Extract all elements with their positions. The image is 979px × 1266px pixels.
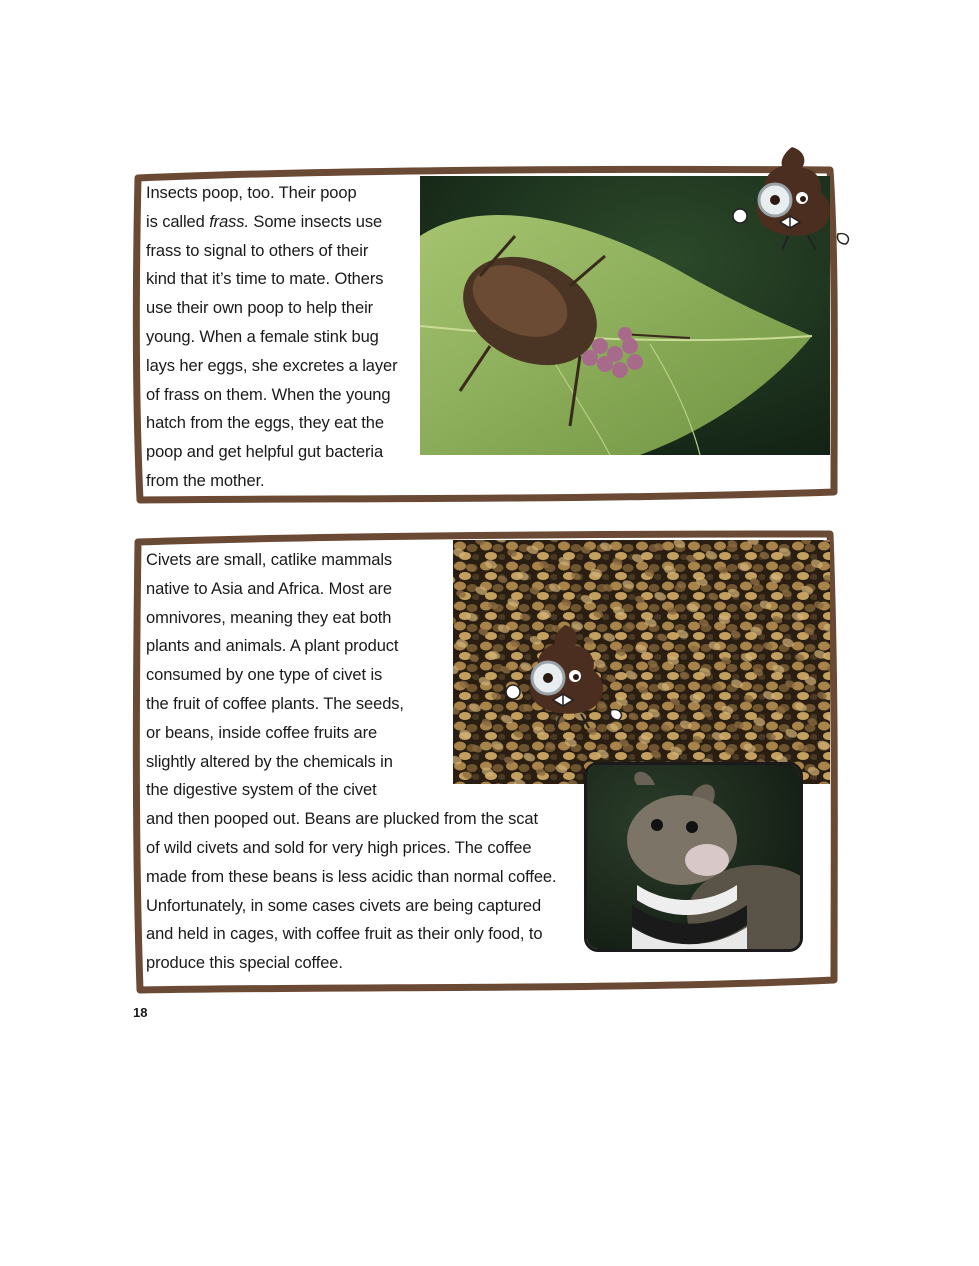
text-line: from the mother. [146, 471, 265, 490]
text-line: omnivores, meaning they eat both [146, 608, 392, 627]
page-number: 18 [133, 1005, 148, 1020]
text-line: produce this special coffee. [146, 954, 343, 973]
text-line: Insects poop, too. Their poop [146, 184, 357, 202]
text-line: frass to signal to others of their [146, 241, 369, 260]
text-line: the fruit of coffee plants. The seeds, [146, 694, 404, 713]
text-line: use their own poop to help their [146, 299, 374, 318]
text-line: of frass on them. When the young [146, 385, 391, 404]
civet-photo [584, 762, 803, 952]
text-line: kind that it’s time to mate. Others [146, 270, 384, 289]
text-line: young. When a female stink bug [146, 327, 379, 346]
text-line: and then pooped out. Beans are plucked from the scat [146, 810, 538, 829]
text-line: slightly altered by the chemicals in [146, 752, 393, 771]
civet-coffee-paragraph [146, 546, 556, 978]
text-line: is called frass. Some insects use [146, 212, 383, 231]
text-line: consumed by one type of civet is [146, 666, 383, 685]
text-line: Civets are small, catlike mammals [146, 551, 393, 569]
text-line: made from these beans is less acidic than normal coffee. [146, 867, 557, 886]
text-line: lays her eggs, she excretes a layer [146, 356, 398, 375]
poop-detective-mascot-icon [730, 142, 855, 254]
text-line: hatch from the eggs, they eat the [146, 414, 384, 433]
text-line: and held in cages, with coffee fruit as their only food, to [146, 925, 543, 944]
text-line: Unfortunately, in some cases civets are being captured [146, 896, 542, 915]
text-line: plants and animals. A plant product [146, 637, 399, 656]
insect-poop-paragraph [146, 179, 397, 496]
text-line: poop and get helpful gut bacteria [146, 443, 384, 462]
text-line: native to Asia and Africa. Most are [146, 579, 392, 598]
text-line: of wild civets and sold for very high prices. The coffee [146, 838, 532, 857]
text-line: or beans, inside coffee fruits are [146, 723, 378, 742]
text-line: the digestive system of the civet [146, 781, 377, 800]
frass-term: frass. [209, 212, 249, 231]
